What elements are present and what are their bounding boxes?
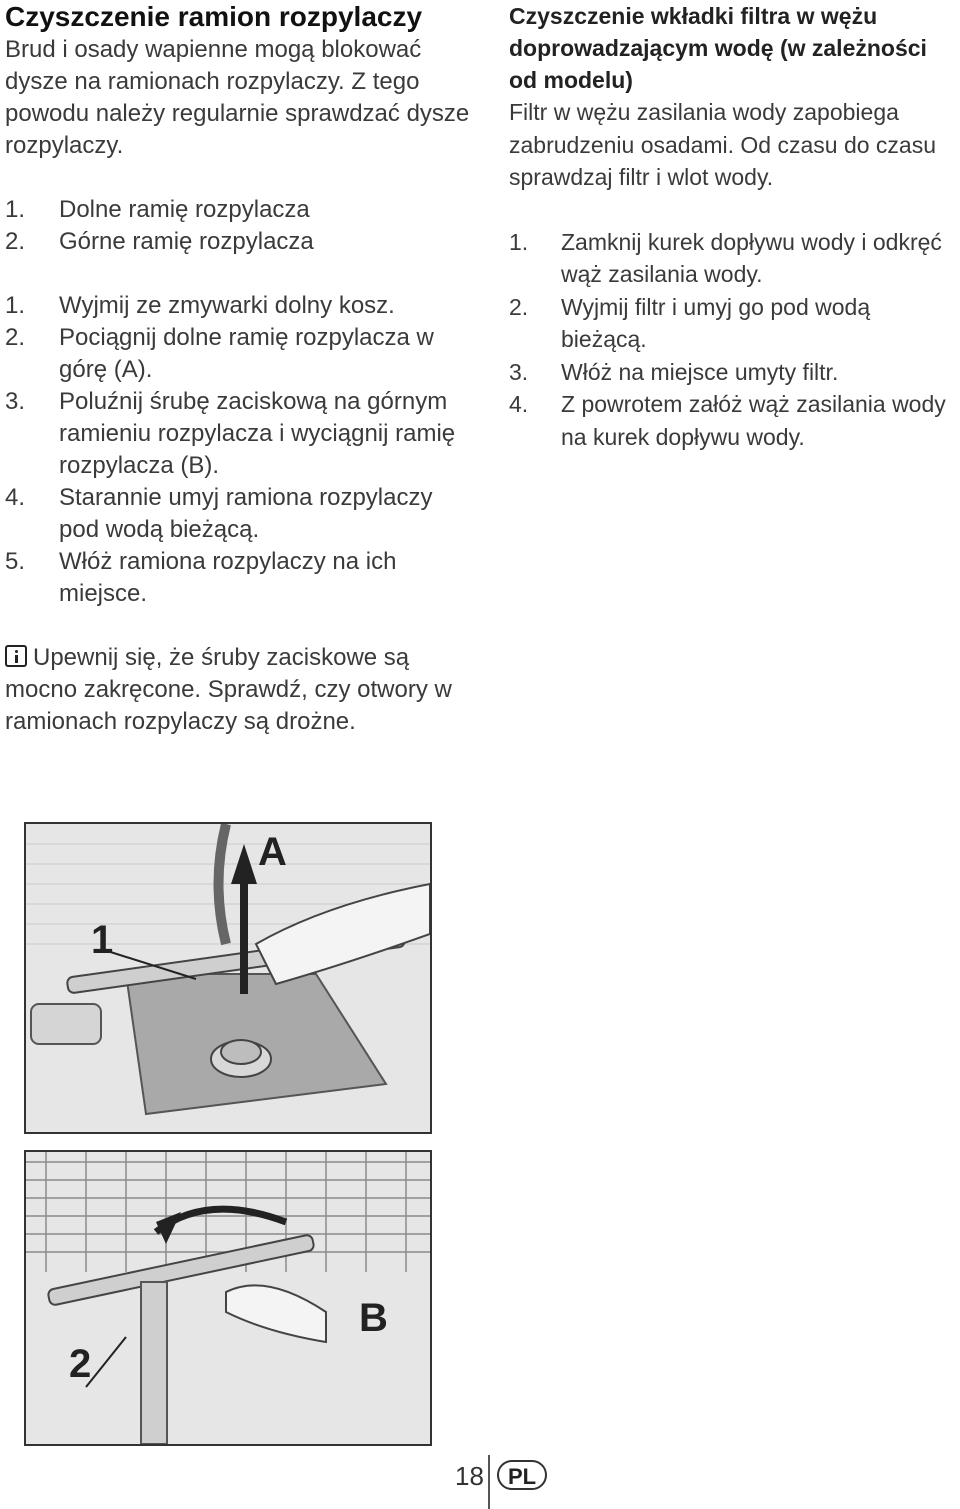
page-footer (0, 1455, 960, 1509)
section-title: Czyszczenie wkładki filtra w wężu doprowadzającym wodę (w zależności od modelu) (509, 3, 927, 93)
intro-paragraph: Filtr w wężu zasilania wody zapobiega zabrudzeniu osadami. Od czasu do czasu sprawdzaj filtr i wlot wody. (509, 99, 937, 190)
list-item: 1. Zamknij kurek dopływu wody i odkręć wąż zasilania wody. (509, 228, 942, 287)
list-item: 3. Włóż na miejsce umyty filtr. (509, 358, 839, 385)
left-column (5, 0, 475, 738)
figure-upper-spray-arm (24, 1150, 432, 1446)
arrow-label-a: A (258, 830, 287, 874)
steps-list (509, 226, 959, 454)
list-item: 2. Pociągnij dolne ramię rozpylacza w górę (A). (5, 324, 434, 383)
list-item: 4. Starannie umyj ramiona rozpylaczy pod wodą bieżącą. (5, 484, 433, 543)
list-item: 4. Z powrotem załóż wąż zasilania wody na kurek dopływu wody. (509, 391, 946, 450)
steps-list (5, 290, 475, 610)
footer-divider (488, 1455, 490, 1509)
list-item: 2. Górne ramię rozpylacza (5, 228, 314, 255)
list-item: 5. Włóż ramiona rozpylaczy na ich miejsce. (5, 548, 397, 607)
part-label-2: 2 (69, 1342, 92, 1386)
list-item: 1. Wyjmij ze zmywarki dolny kosz. (5, 292, 395, 319)
parts-list (5, 194, 475, 258)
list-item: 2. Wyjmij filtr i umyj go pod wodą bieżącą. (509, 293, 871, 352)
figure-lower-spray-arm (24, 822, 432, 1134)
language-badge: PL (497, 1460, 547, 1490)
list-item: 3. Poluźnij śrubę zaciskową na górnym ramieniu rozpylacza i wyciągnij ramię rozpylacza (B). (5, 388, 456, 479)
section-title: Czyszczenie ramion rozpylaczy (5, 1, 423, 32)
list-item: 1. Dolne ramię rozpylacza (5, 196, 310, 223)
right-column (509, 0, 959, 453)
intro-paragraph: Brud i osady wapienne mogą blokować dysze na ramionach rozpylaczy. Z tego powodu należy regularnie sprawdzać dysze rozpylaczy. (5, 36, 470, 159)
arrow-label-b: B (359, 1296, 388, 1340)
note-text: Upewnij się, że śruby zaciskowe są mocno zakręcone. Sprawdź, czy otwory w ramionach rozpylaczy są drożne. (5, 644, 452, 735)
part-label-1: 1 (91, 918, 114, 962)
info-icon (5, 645, 27, 667)
page-number: 18 (455, 1461, 484, 1491)
